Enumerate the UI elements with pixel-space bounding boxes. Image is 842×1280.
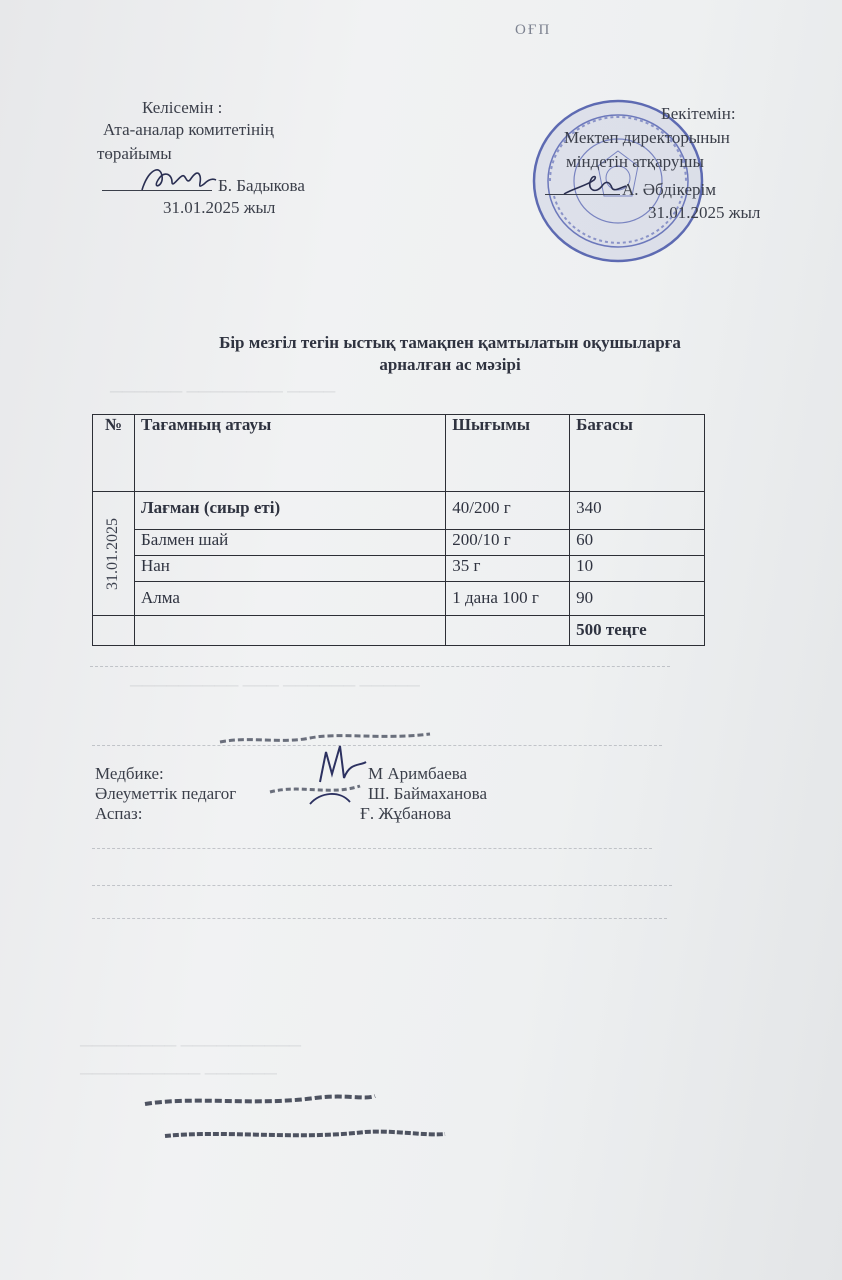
- date-vertical: 31.01.2025: [104, 517, 122, 590]
- dish-name: Нан: [134, 556, 445, 582]
- header-price: Бағасы: [570, 415, 705, 492]
- table-header-row: [93, 415, 705, 492]
- bleed-through-scribble-icon: [135, 1060, 455, 1150]
- left-line1: Ата-аналар комитетінің: [103, 120, 274, 139]
- signatory-role: Медбике:: [95, 764, 164, 783]
- left-line2: төрайымы: [97, 144, 172, 163]
- table-total-row: [93, 616, 705, 646]
- left-signature-icon: [138, 160, 218, 200]
- right-line2: міндетін атқарушы: [566, 152, 704, 171]
- dish-yield: 35 г: [446, 556, 570, 582]
- signatory-name: М Аримбаева: [368, 764, 468, 783]
- header-name: Тағамның атауы: [134, 415, 445, 492]
- menu-table: [92, 414, 705, 646]
- scan-line: [90, 666, 670, 667]
- bleed-through-text: ────── ──────── ────: [110, 382, 336, 401]
- title-line1: Бір мезгіл тегін ыстық тамақпен қамтылатын оқушыларға: [219, 333, 681, 352]
- bleed-through-text: ──────── ──────────: [80, 1036, 302, 1055]
- header-mark: ОҒП: [515, 22, 552, 38]
- document-title: [120, 332, 780, 376]
- header-yield: Шығымы: [446, 415, 570, 492]
- scan-line: [92, 885, 672, 886]
- left-heading: Келісемін :: [142, 98, 223, 117]
- table-row: [93, 556, 705, 582]
- dish-price: 90: [570, 582, 705, 616]
- date-cell: [93, 492, 135, 616]
- table-row: [93, 582, 705, 616]
- scan-line: [92, 848, 652, 849]
- right-signature-icon: [560, 168, 630, 202]
- left-date: 31.01.2025 жыл: [163, 198, 276, 217]
- signatory-name: Ш. Баймаханова: [368, 784, 488, 803]
- dish-name: Балмен шай: [134, 530, 445, 556]
- header-num: №: [93, 415, 135, 492]
- bleed-through-text: ───────── ─── ────── ─────: [130, 676, 420, 695]
- dish-yield: 40/200 г: [446, 492, 570, 530]
- dish-yield: 200/10 г: [446, 530, 570, 556]
- right-date: 31.01.2025 жыл: [648, 203, 761, 222]
- right-heading: Бекітемін:: [661, 104, 736, 123]
- right-line1: Мектеп директорынын: [564, 128, 730, 147]
- total-price: 500 теңге: [570, 616, 705, 646]
- scan-line: [92, 918, 667, 919]
- table-row: [93, 492, 705, 530]
- dish-price: 10: [570, 556, 705, 582]
- dish-name: Алма: [134, 582, 445, 616]
- dish-price: 340: [570, 492, 705, 530]
- left-name: Б. Бадыкова: [218, 176, 305, 195]
- signatory-role: Аспаз:: [95, 804, 143, 823]
- signatory-role: Әлеуметтік педагог: [95, 784, 237, 803]
- dish-price: 60: [570, 530, 705, 556]
- dish-name: Лағман (сиыр еті): [134, 492, 445, 530]
- dish-yield: 1 дана 100 г: [446, 582, 570, 616]
- table-row: [93, 530, 705, 556]
- bleed-through-text: ────────── ──────: [80, 1064, 277, 1083]
- right-name: А. Әбдікерім: [622, 180, 717, 199]
- signatory-name: Ғ. Жұбанова: [360, 804, 452, 823]
- title-line2: арналған ас мәзірі: [379, 355, 521, 374]
